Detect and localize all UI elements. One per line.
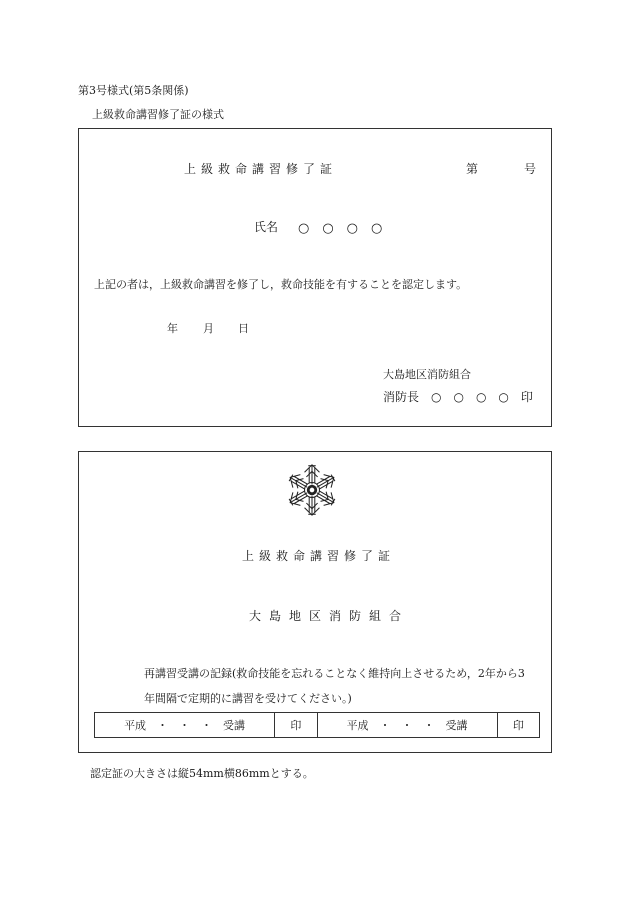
renewal-note-line2: 年間隔で定期的に講習を受けてください。): [144, 692, 352, 705]
record-seal-cell: 印: [275, 713, 317, 738]
date-month: 月: [203, 322, 214, 335]
renewal-note-line1: 再講習受講の記録(救命技能を忘れることなく維持向上させるため，2年から3: [144, 667, 525, 680]
card-organization: 大島地区消防組合: [249, 609, 410, 623]
card-title: 上級救命講習修了証: [242, 549, 396, 563]
record-date-cell: 平成 ・ ・ ・ 受講: [95, 713, 275, 738]
certificate-statement: 上記の者は，上級救命講習を修了し，救命技能を有することを認定します。: [94, 278, 468, 291]
issuer-org: 大島地区消防組合: [383, 368, 471, 381]
certificate-title: 上級救命講習修了証: [184, 162, 338, 176]
fire-emblem-icon: [284, 461, 340, 519]
issuer-title: 消防長 ○ ○ ○ ○ 印: [383, 390, 533, 404]
renewal-record-table: [94, 712, 540, 738]
form-title: 上級救命講習修了証の様式: [92, 108, 224, 121]
name-label: 氏名: [254, 220, 279, 234]
date-day: 日: [238, 322, 249, 335]
record-seal-cell: 印: [497, 713, 539, 738]
date-year: 年: [167, 322, 178, 335]
table-row: [95, 713, 540, 738]
form-number: 第3号様式(第5条関係): [78, 84, 189, 97]
certificate-number-suffix: 号: [524, 162, 537, 176]
record-date-cell: 平成 ・ ・ ・ 受講: [317, 713, 497, 738]
name-value: ○ ○ ○ ○: [298, 221, 383, 236]
size-note: 認定証の大きさは縦54mm横86mmとする。: [90, 767, 314, 780]
certificate-number-prefix: 第: [466, 162, 479, 176]
